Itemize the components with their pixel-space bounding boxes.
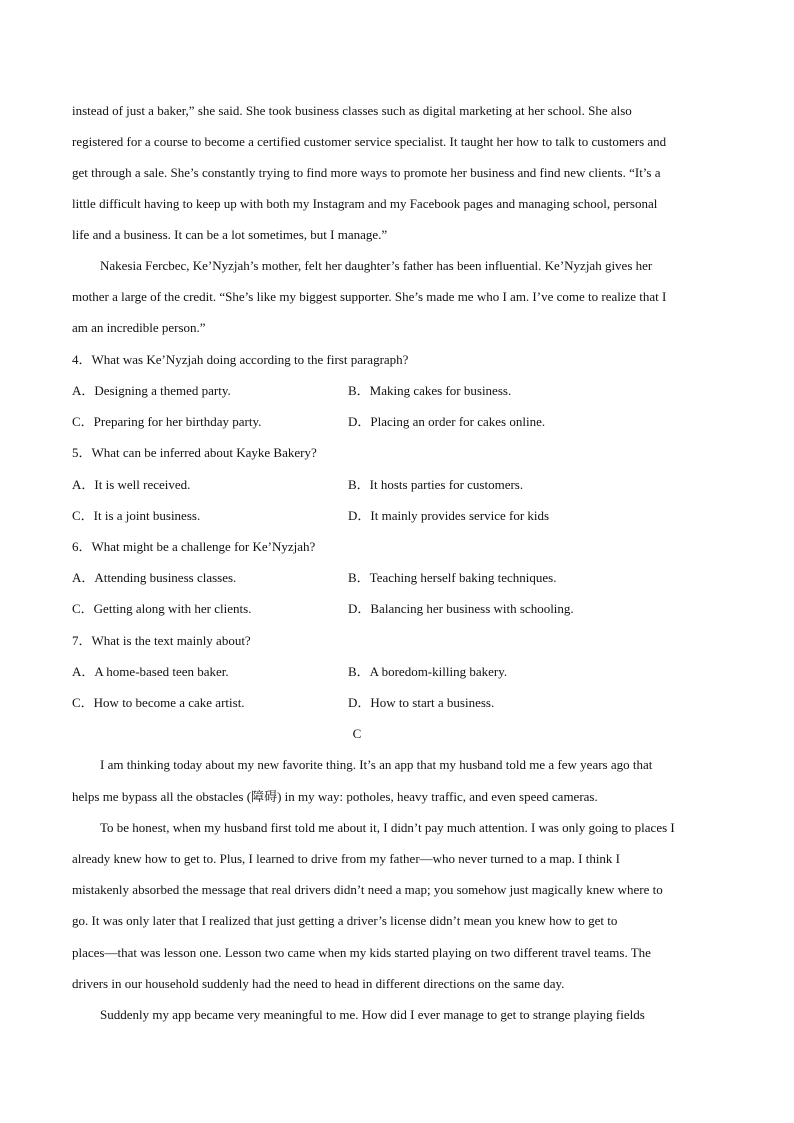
option-b: B．Teaching herself baking techniques. bbox=[348, 570, 557, 585]
question-stem: 4．What was Ke’Nyzjah doing according to the first paragraph? bbox=[72, 352, 409, 367]
option-d: D．Balancing her business with schooling. bbox=[348, 601, 574, 616]
option-b: B．It hosts parties for customers. bbox=[348, 477, 524, 492]
passage-b-line: little difficult having to keep up with both my Instagram and my Facebook pages and managing school, personal bbox=[72, 196, 658, 211]
passage-b-line: mother a large of the credit. “She’s like my biggest supporter. She’s made me who I am. I’ve come to realize that I bbox=[72, 289, 667, 304]
question-stem: 5．What can be inferred about Kayke Bakery? bbox=[72, 445, 317, 460]
passage-c-line: helps me bypass all the obstacles (障碍) in my way: potholes, heavy traffic, and even speed cameras. bbox=[72, 789, 598, 804]
passage-c-line: go. It was only later that I realized that just getting a driver’s license didn’t mean you knew how to get to bbox=[72, 913, 618, 928]
option-c: C．How to become a cake artist. bbox=[72, 695, 245, 710]
section-heading: C bbox=[352, 726, 362, 741]
option-b: B．Making cakes for business. bbox=[348, 383, 512, 398]
option-a: A．It is well received. bbox=[72, 477, 191, 492]
passage-b-line: registered for a course to become a certified customer service specialist. It taught her how to talk to customers and bbox=[72, 134, 667, 149]
passage-b-line: Nakesia Fercbec, Ke’Nyzjah’s mother, felt her daughter’s father has been influential. Ke’Nyzjah gives her bbox=[100, 258, 653, 273]
passage-b-line: get through a sale. She’s constantly trying to find more ways to promote her business and find new clients. “It’s a bbox=[72, 165, 661, 180]
passage-b-line: life and a business. It can be a lot sometimes, but I manage.” bbox=[72, 227, 388, 242]
passage-c-line: drivers in our household suddenly had the need to head in different directions on the same day. bbox=[72, 976, 565, 991]
option-b: B．A boredom-killing bakery. bbox=[348, 664, 508, 679]
option-d: D．Placing an order for cakes online. bbox=[348, 414, 546, 429]
option-d: D．It mainly provides service for kids bbox=[348, 508, 550, 523]
option-a: A．Attending business classes. bbox=[72, 570, 237, 585]
passage-b-line: am an incredible person.” bbox=[72, 320, 206, 335]
passage-c-line: places—that was lesson one. Lesson two came when my kids started playing on two different travel teams. The bbox=[72, 945, 651, 960]
option-c: C．Getting along with her clients. bbox=[72, 601, 252, 616]
option-c: C．Preparing for her birthday party. bbox=[72, 414, 262, 429]
passage-b-line: instead of just a baker,” she said. She took business classes such as digital marketing at her school. She also bbox=[72, 103, 632, 118]
passage-c-line: To be honest, when my husband first told me about it, I didn’t pay much attention. I was only going to places I bbox=[100, 820, 675, 835]
passage-c-line: mistakenly absorbed the message that real drivers didn’t need a map; you somehow just magically knew where to bbox=[72, 882, 663, 897]
passage-c-line: Suddenly my app became very meaningful to me. How did I ever manage to get to strange playing fields bbox=[100, 1007, 645, 1022]
option-a: A．Designing a themed party. bbox=[72, 383, 231, 398]
option-c: C．It is a joint business. bbox=[72, 508, 201, 523]
question-stem: 6．What might be a challenge for Ke’Nyzjah? bbox=[72, 539, 316, 554]
passage-c-line: already knew how to get to. Plus, I learned to drive from my father—who never turned to a map. I think I bbox=[72, 851, 621, 866]
passage-c-line: I am thinking today about my new favorite thing. It’s an app that my husband told me a few years ago that bbox=[100, 757, 653, 772]
option-d: D．How to start a business. bbox=[348, 695, 495, 710]
option-a: A．A home-based teen baker. bbox=[72, 664, 229, 679]
question-stem: 7．What is the text mainly about? bbox=[72, 633, 251, 648]
